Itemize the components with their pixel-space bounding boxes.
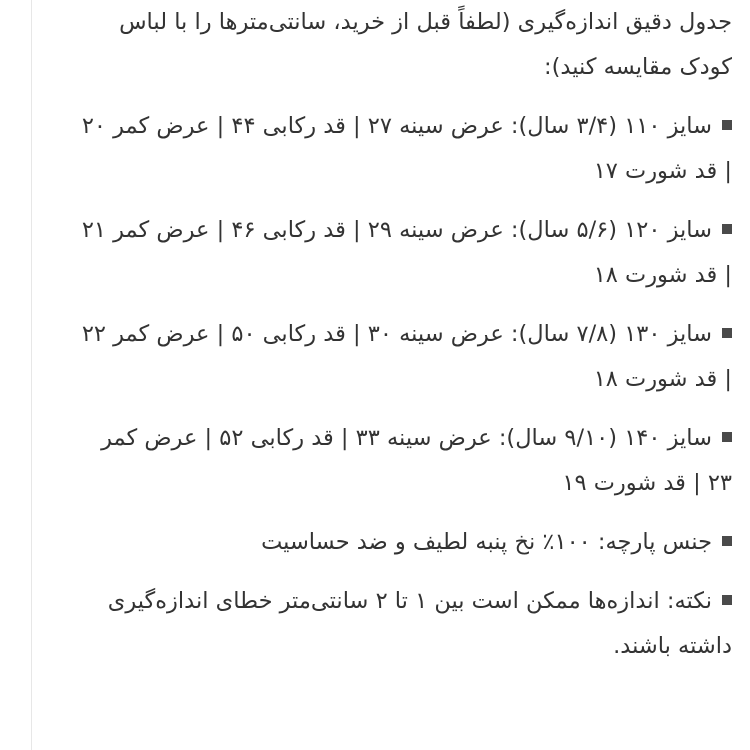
bullet-icon <box>722 224 732 234</box>
size-item-text: سایز ۱۲۰ (۵/۶ سال): عرض سینه ۲۹ | قد رکابی ۴۶ | عرض کمر ۲۱ | قد شورت ۱۸ <box>81 217 732 288</box>
size-item-110 <box>72 104 732 194</box>
bullet-icon <box>722 328 732 338</box>
size-item-120 <box>72 208 732 298</box>
fabric-text: جنس پارچه: ۱۰۰٪ نخ پنبه لطیف و ضد حساسیت <box>261 529 712 555</box>
bullet-icon <box>722 536 732 546</box>
size-item-140 <box>72 416 732 506</box>
left-divider <box>31 0 32 750</box>
measurement-note <box>72 579 732 669</box>
size-item-text: سایز ۱۳۰ (۷/۸ سال): عرض سینه ۳۰ | قد رکابی ۵۰ | عرض کمر ۲۲ | قد شورت ۱۸ <box>81 321 732 392</box>
size-description <box>72 0 732 669</box>
size-item-text: سایز ۱۴۰ (۹/۱۰ سال): عرض سینه ۳۳ | قد رکابی ۵۲ | عرض کمر ۲۳ | قد شورت ۱۹ <box>101 425 732 496</box>
note-text: نکته: اندازه‌ها ممکن است بین ۱ تا ۲ سانتی‌متر خطای اندازه‌گیری داشته باشند. <box>107 588 732 659</box>
fabric-info <box>72 520 732 565</box>
intro-text: جدول دقیق اندازه‌گیری (لطفاً قبل از خرید، سانتی‌مترها را با لباس کودک مقایسه کنید): <box>119 9 732 80</box>
size-item-130 <box>72 312 732 402</box>
bullet-icon <box>722 432 732 442</box>
bullet-icon <box>722 120 732 130</box>
bullet-icon <box>722 595 732 605</box>
size-item-text: سایز ۱۱۰ (۳/۴ سال): عرض سینه ۲۷ | قد رکابی ۴۴ | عرض کمر ۲۰ | قد شورت ۱۷ <box>81 113 732 184</box>
